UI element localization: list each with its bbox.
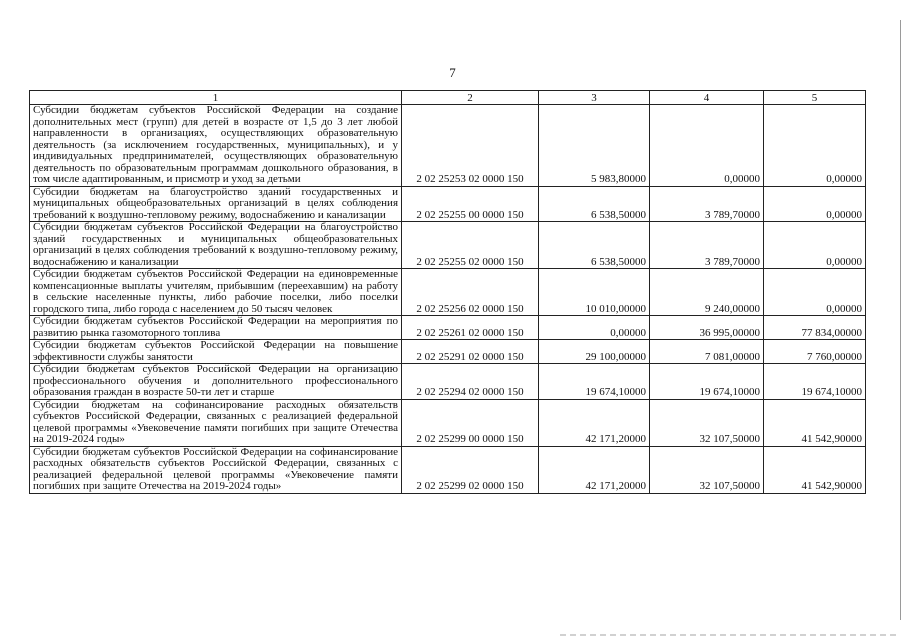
row-value-col4: 32 107,50000: [650, 446, 764, 493]
row-value-col4: 19 674,10000: [650, 364, 764, 400]
row-budget-code: 2 02 25294 02 0000 150: [402, 364, 539, 400]
table-row: [30, 364, 866, 400]
row-budget-code: 2 02 25255 00 0000 150: [402, 186, 539, 222]
row-value-col4: 7 081,00000: [650, 340, 764, 364]
row-value-col5: 41 542,90000: [764, 446, 866, 493]
row-value-col5: 7 760,00000: [764, 340, 866, 364]
row-budget-code: 2 02 25256 02 0000 150: [402, 269, 539, 316]
row-budget-code: 2 02 25299 00 0000 150: [402, 399, 539, 446]
table-row: [30, 186, 866, 222]
row-value-col4: 9 240,00000: [650, 269, 764, 316]
row-value-col3: 5 983,80000: [539, 105, 650, 187]
row-description: Субсидии бюджетам субъектов Российской Федерации на единовременные компенсационные выплаты учителям, прибывшим (переехавшим) на работу в сельские населенные пункты, либо рабочие поселки, либо поселки городского типа, либо города с населением до 50 тысяч человек: [30, 269, 402, 316]
row-value-col5: 0,00000: [764, 105, 866, 187]
row-budget-code: 2 02 25253 02 0000 150: [402, 105, 539, 187]
row-description: Субсидии бюджетам на благоустройство зданий государственных и муниципальных общеобразовательных организаций в целях соблюдения требований к воздушно-тепловому режиму, водоснабжению и канализации: [30, 186, 402, 222]
row-value-col3: 29 100,00000: [539, 340, 650, 364]
column-header: 3: [539, 91, 650, 105]
row-value-col5: 77 834,00000: [764, 316, 866, 340]
row-description: Субсидии бюджетам субъектов Российской Федерации на софинансирование расходных обязательств субъектов Российской Федерации, связанных с реализацией федеральной целевой программы «Увековечение памяти погибших при защите Отечества на 2019-2024 годы»: [30, 446, 402, 493]
row-value-col3: 6 538,50000: [539, 222, 650, 269]
row-description: Субсидии бюджетам субъектов Российской Федерации на мероприятия по развитию рынка газомоторного топлива: [30, 316, 402, 340]
table-row: [30, 316, 866, 340]
row-value-col5: 41 542,90000: [764, 399, 866, 446]
row-description: Субсидии бюджетам субъектов Российской Федерации на благоустройство зданий государственных и муниципальных общеобразовательных организаций в целях соблюдения требований к воздушно-тепловому режиму, водоснабжению и канализации: [30, 222, 402, 269]
column-header: 2: [402, 91, 539, 105]
row-description: Субсидии бюджетам субъектов Российской Федерации на создание дополнительных мест (групп) для детей в возрасте от 1,5 до 3 лет любой направленности в организациях, осуществляющих образовательную деятельность (за исключением государственных, муниципальных), и у индивидуальных предпринимателей, осуществляющих образовательную деятельность по образовательным программам дошкольного образования, в том числе адаптированным, и присмотр и уход за детьми: [30, 105, 402, 187]
table-row: [30, 340, 866, 364]
table-row: [30, 105, 866, 187]
row-value-col3: 10 010,00000: [539, 269, 650, 316]
row-value-col5: 0,00000: [764, 186, 866, 222]
page-number: 7: [449, 65, 456, 80]
scan-artifact: [560, 634, 900, 636]
row-value-col5: 19 674,10000: [764, 364, 866, 400]
row-budget-code: 2 02 25255 02 0000 150: [402, 222, 539, 269]
row-value-col3: 42 171,20000: [539, 399, 650, 446]
row-value-col3: 42 171,20000: [539, 446, 650, 493]
row-value-col4: 3 789,70000: [650, 186, 764, 222]
row-value-col3: 6 538,50000: [539, 186, 650, 222]
scan-margin-line: [900, 20, 901, 620]
column-header: 4: [650, 91, 764, 105]
row-description: Субсидии бюджетам субъектов Российской Федерации на повышение эффективности службы занятости: [30, 340, 402, 364]
row-value-col4: 32 107,50000: [650, 399, 764, 446]
row-description: Субсидии бюджетам субъектов Российской Федерации на организацию профессионального обучения и дополнительного профессионального образования граждан в возрасте 50-ти лет и старше: [30, 364, 402, 400]
row-value-col4: 3 789,70000: [650, 222, 764, 269]
table-header-row: [30, 91, 866, 105]
column-header: 1: [30, 91, 402, 105]
row-budget-code: 2 02 25261 02 0000 150: [402, 316, 539, 340]
row-value-col5: 0,00000: [764, 269, 866, 316]
row-description: Субсидии бюджетам на софинансирование расходных обязательств субъектов Российской Федерации, связанных с реализацией федеральной целевой программы «Увековечение памяти погибших при защите Отечества на 2019-2024 годы»: [30, 399, 402, 446]
row-budget-code: 2 02 25291 02 0000 150: [402, 340, 539, 364]
row-value-col4: 36 995,00000: [650, 316, 764, 340]
row-budget-code: 2 02 25299 02 0000 150: [402, 446, 539, 493]
row-value-col4: 0,00000: [650, 105, 764, 187]
row-value-col3: 19 674,10000: [539, 364, 650, 400]
table-row: [30, 222, 866, 269]
table-row: [30, 446, 866, 493]
column-header: 5: [764, 91, 866, 105]
table-row: [30, 269, 866, 316]
budget-table: [29, 90, 866, 494]
row-value-col5: 0,00000: [764, 222, 866, 269]
row-value-col3: 0,00000: [539, 316, 650, 340]
table-row: [30, 399, 866, 446]
